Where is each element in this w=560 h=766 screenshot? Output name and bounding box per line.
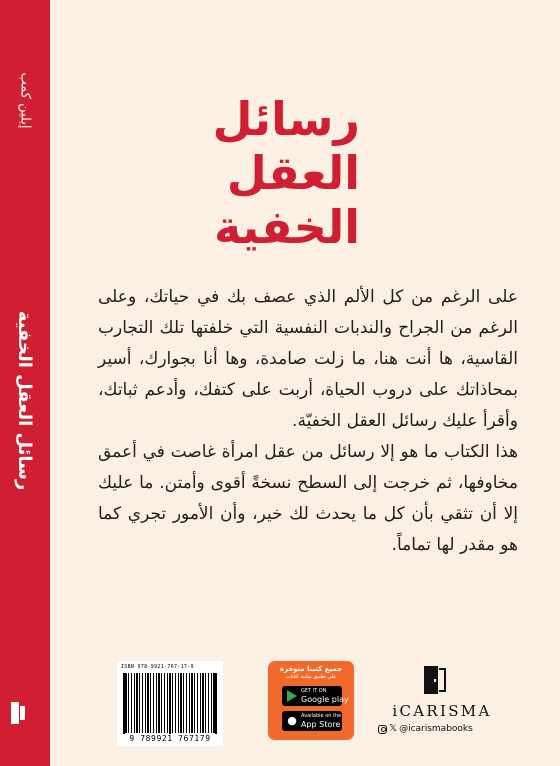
stores-heading <box>272 665 350 681</box>
spine-author-block <box>0 0 50 200</box>
publisher-handle: @icarismabooks <box>399 724 473 734</box>
barcode-guard-left <box>123 673 125 739</box>
publisher-name: iCARISMA <box>392 702 492 720</box>
google-play-icon <box>286 690 298 702</box>
apple-icon: ● <box>287 714 297 727</box>
app-store-label: App Store <box>301 720 341 729</box>
book-title <box>100 92 360 254</box>
app-store-small-label: Available on the <box>301 713 342 719</box>
book-spine <box>0 0 50 766</box>
spine-title-text: رسائل العقل الخفية <box>14 310 36 490</box>
isbn-label: ISBN 978-9921-767-17-9 <box>121 664 194 670</box>
instagram-icon <box>378 725 387 734</box>
blurb-paragraph-1: على الرغم من كل الألم الذي عصف بك في حياتك، وعلى الرغم من الجراح والندبات النفسية التي خلفتها تلك التجارب القاسية، ها أنت هنا، ما زلت صامدة، وها أنا بجوارك، أسير بمحاذاتك على دروب الحياة، أربت على كتفك، وأدعم ثباتك، وأقرأ عليك رسائل العقل الخفيّة. <box>98 287 518 431</box>
barcode-guard-right <box>215 673 217 739</box>
barcode-number: 9 789921 767179 <box>117 734 223 743</box>
app-store-badge <box>282 711 342 731</box>
stores-headline: جميع كتبنا متوفرة <box>279 665 343 673</box>
publisher-social <box>378 724 510 734</box>
app-stores-badge <box>268 661 354 740</box>
spine-author-name: إيلين كمب <box>17 72 33 128</box>
isbn-barcode <box>117 661 223 746</box>
blurb <box>98 282 518 561</box>
x-icon: 𝕏 <box>389 723 398 734</box>
door-logo-icon <box>424 666 448 694</box>
book-title-line-1: رسائل <box>212 92 360 146</box>
google-play-badge <box>282 686 349 706</box>
blurb-paragraph-2: هذا الكتاب ما هو إلا رسائل من عقل امرأة غاصت في أعمق مخاوفها، ثم خرجت إلى السطح نسخةً أقوى وأمتن. ما عليك إلا أن تثقي بأن كل ما يحدث لك خير، وأن الأمور تجري كما هو مقدر لها تماماً. <box>98 442 518 555</box>
google-play-small-label: GET IT ON <box>301 688 327 694</box>
book-title-line-2: العقل <box>226 146 360 200</box>
google-play-label: Google play <box>301 695 349 704</box>
spine-title-block <box>0 300 50 500</box>
book-title-line-3: الخفية <box>214 200 360 254</box>
barcode-guard-center <box>169 673 171 739</box>
spine-publisher-logo-icon <box>11 702 25 724</box>
stores-subline: على تطبيق مكتبة كتابات <box>285 674 337 680</box>
